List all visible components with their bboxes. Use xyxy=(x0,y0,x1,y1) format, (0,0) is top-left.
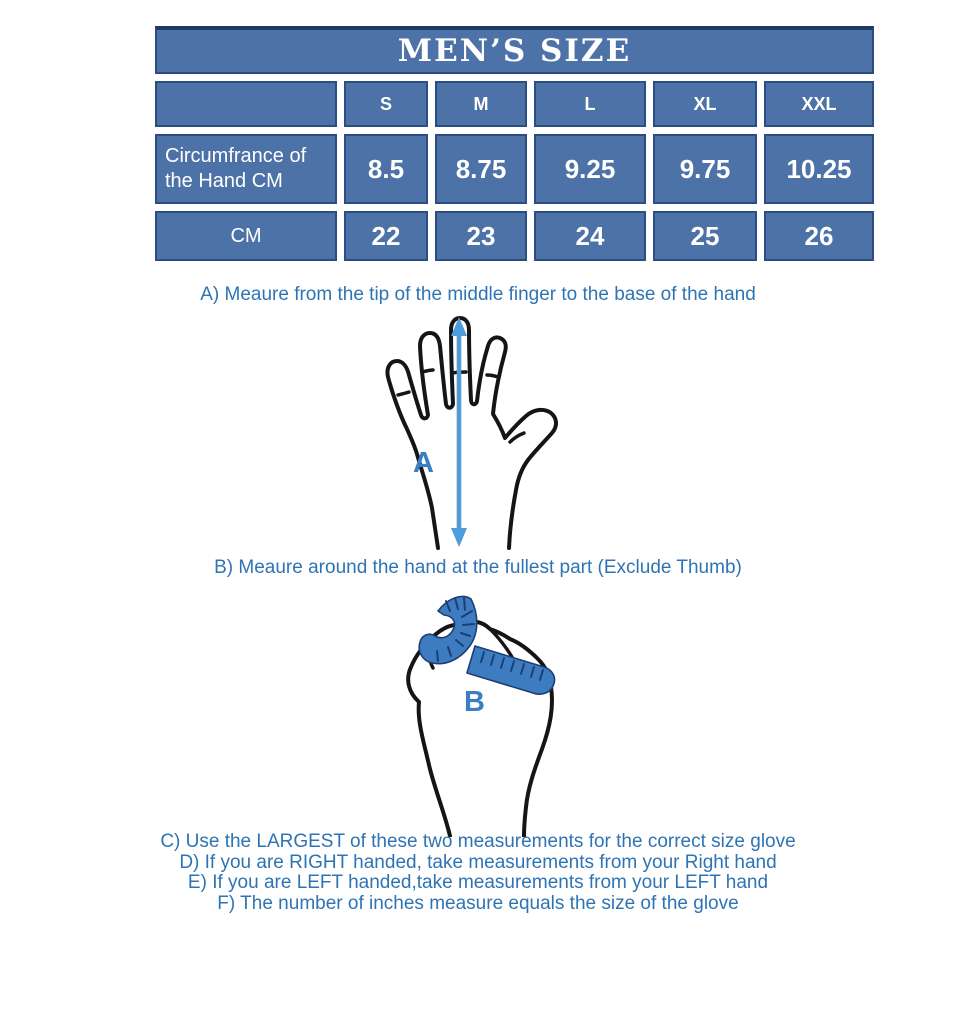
hand-length-diagram xyxy=(358,310,600,550)
circumference-value-xxl: 10.25 xyxy=(764,134,874,204)
table-title: MEN’S SIZE xyxy=(155,26,874,74)
circumference-value-m: 8.75 xyxy=(435,134,527,204)
hand-circumference-diagram xyxy=(378,589,600,837)
circumference-value-s: 8.5 xyxy=(344,134,428,204)
row-label-circumference: Circumfrance of the Hand CM xyxy=(155,134,337,204)
measure-a-label: A xyxy=(413,447,434,479)
cm-value-xxl: 26 xyxy=(764,211,874,261)
table-corner-cell xyxy=(155,81,337,127)
tape-tick xyxy=(463,624,474,625)
circumference-value-l: 9.25 xyxy=(534,134,646,204)
cm-value-m: 23 xyxy=(435,211,527,261)
col-header-l: L xyxy=(534,81,646,127)
ring-finger-crease xyxy=(422,370,433,372)
cm-value-xl: 25 xyxy=(653,211,757,261)
cm-value-l: 24 xyxy=(534,211,646,261)
instruction-b: B) Meaure around the hand at the fullest part (Exclude Thumb) xyxy=(214,557,742,578)
instructions-c-to-f xyxy=(0,832,956,914)
row-label-cm: CM xyxy=(155,211,337,261)
open-hand-outline xyxy=(387,318,556,548)
measure-b-label: B xyxy=(464,686,485,718)
circumference-value-xl: 9.75 xyxy=(653,134,757,204)
instruction-f: F) The number of inches measure equals the size of the glove xyxy=(217,892,739,914)
mens-size-table xyxy=(155,26,874,261)
instruction-c: C) Use the LARGEST of these two measurements for the correct size glove xyxy=(160,831,796,852)
col-header-xl: XL xyxy=(653,81,757,127)
index-finger-crease xyxy=(487,375,498,377)
tape-tick xyxy=(464,598,465,610)
col-header-s: S xyxy=(344,81,428,127)
instruction-d: D) If you are RIGHT handed, take measurements from your Right hand xyxy=(179,851,777,873)
col-header-m: M xyxy=(435,81,527,127)
instruction-a: A) Meaure from the tip of the middle finger to the base of the hand xyxy=(200,284,756,305)
cm-value-s: 22 xyxy=(344,211,428,261)
col-header-xxl: XXL xyxy=(764,81,874,127)
instruction-e: E) If you are LEFT handed,take measurements from your LEFT hand xyxy=(187,872,769,893)
tape-tick xyxy=(437,651,438,661)
